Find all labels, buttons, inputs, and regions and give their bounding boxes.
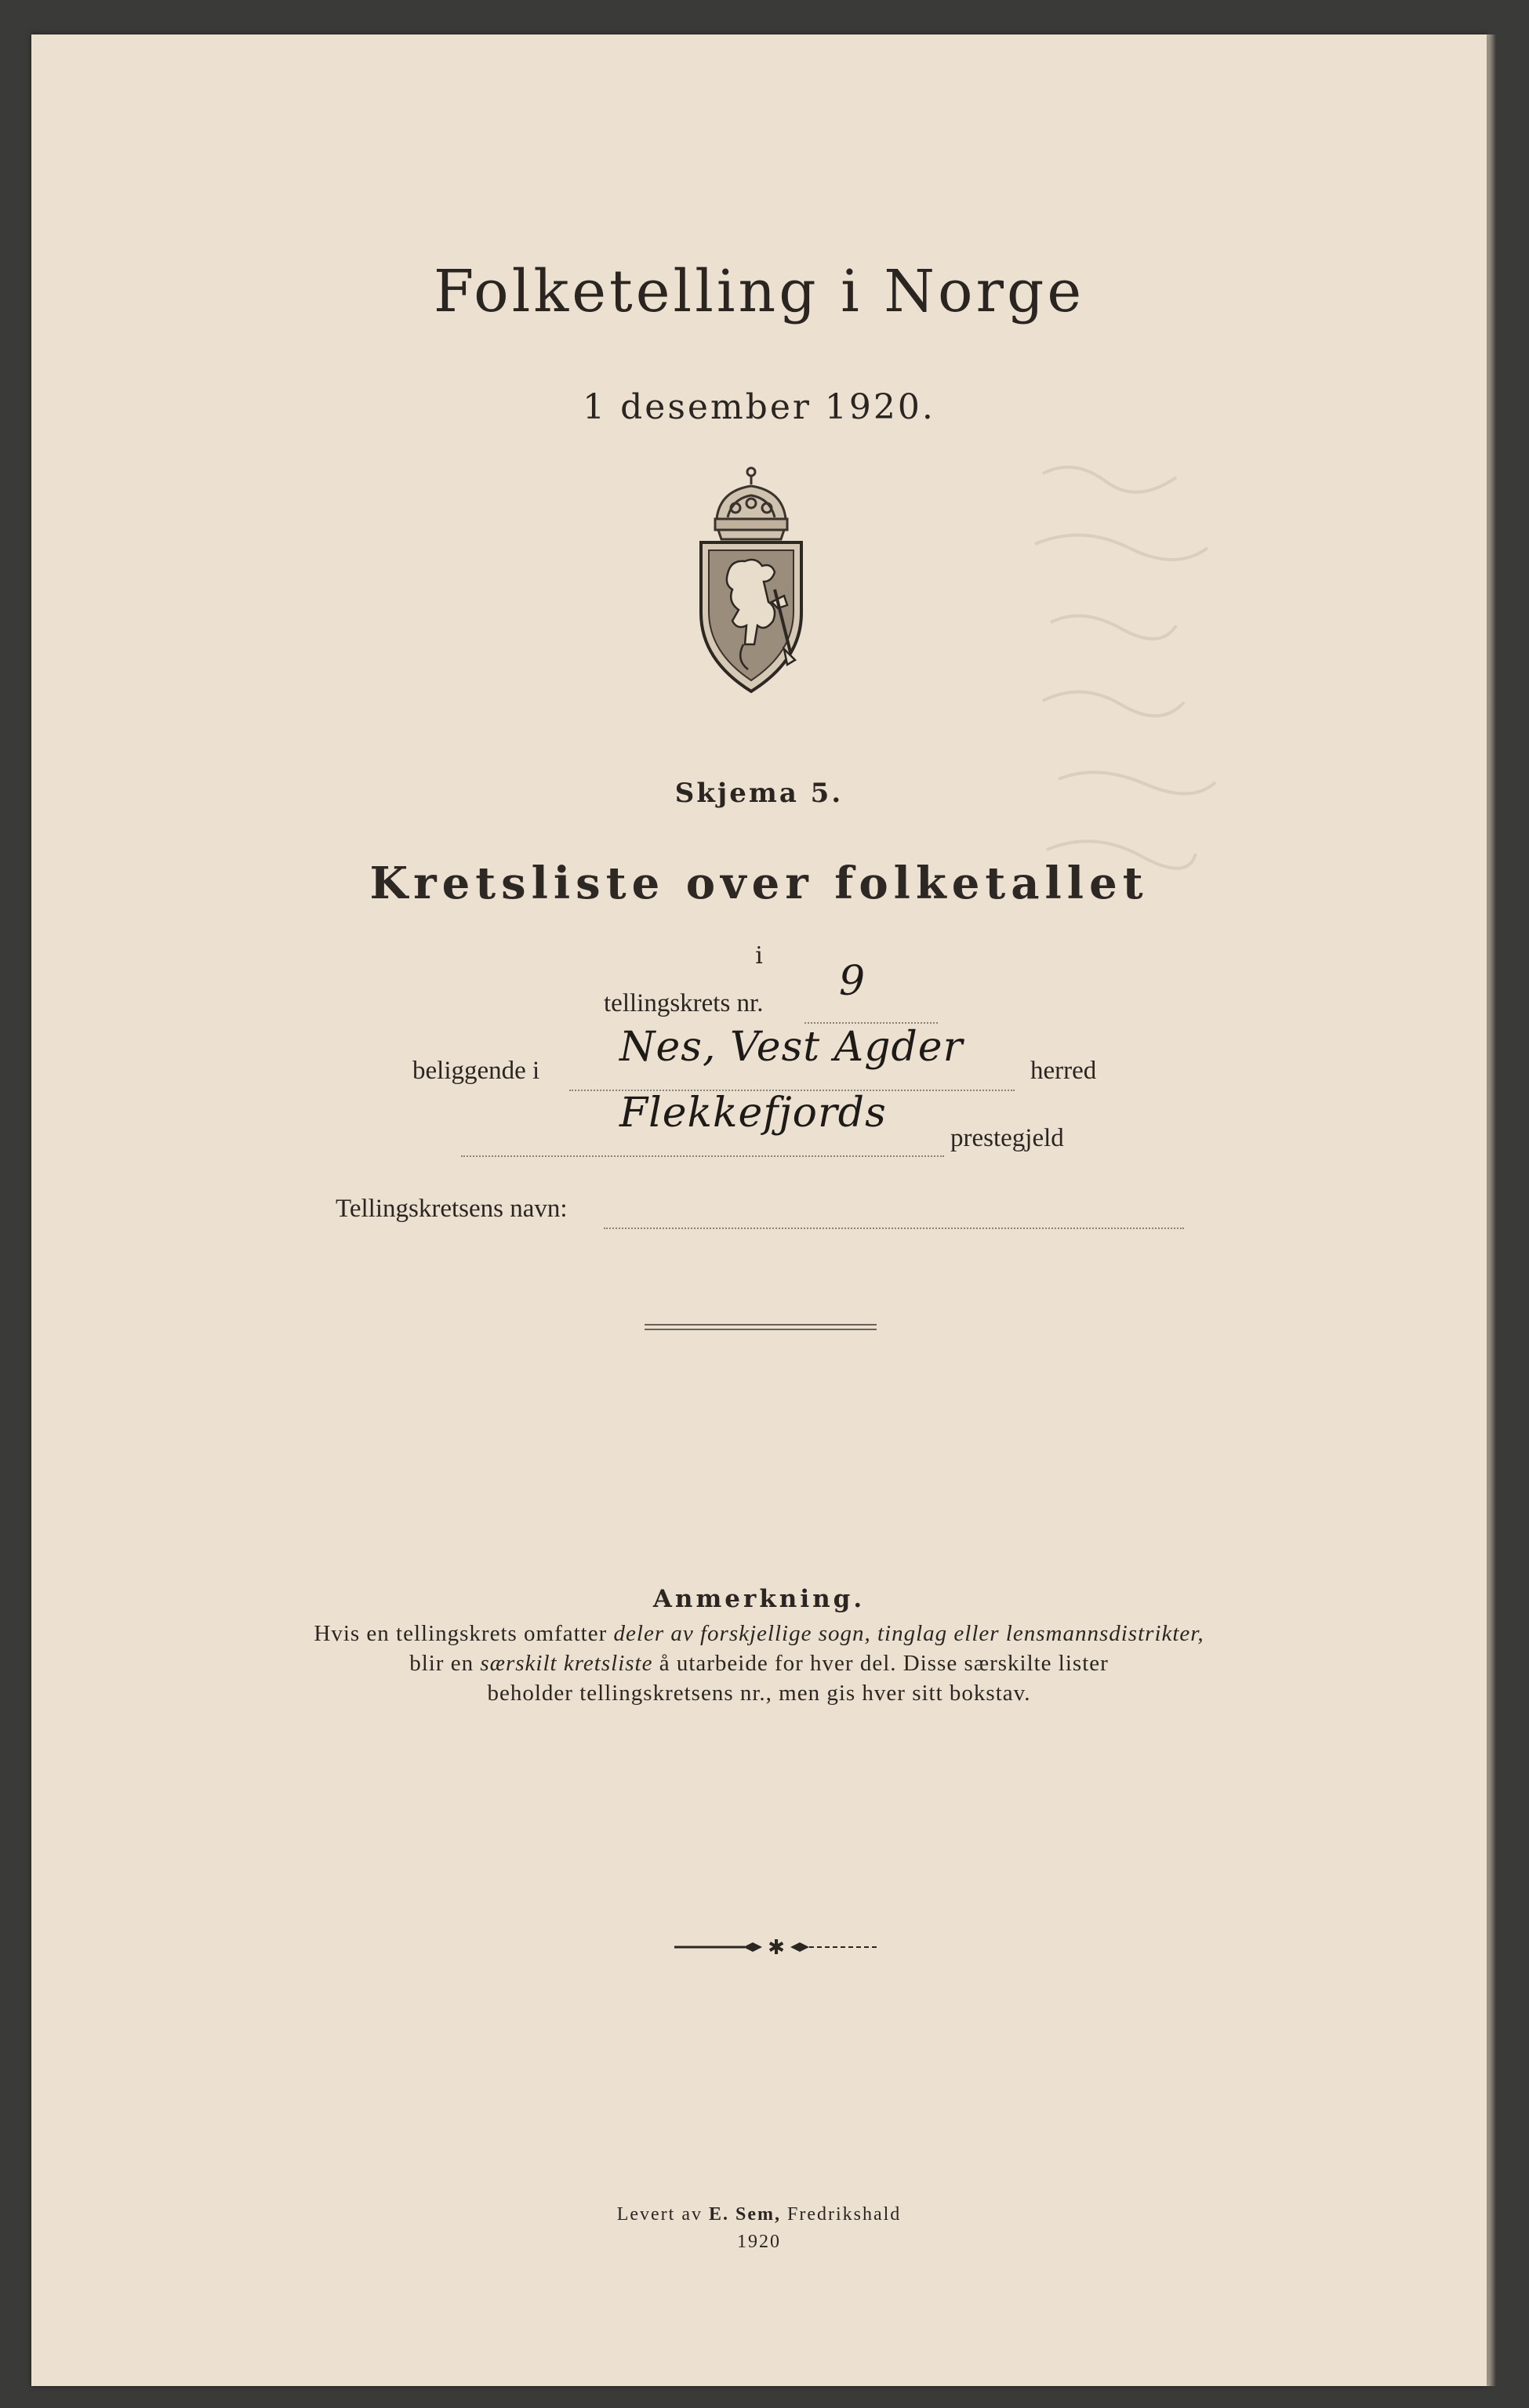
note-line-1-text: Hvis en tellingskrets omfatter	[314, 1621, 614, 1646]
note-line-1	[31, 1621, 1487, 1647]
schema-number: Skjema 5.	[674, 778, 844, 809]
parish-label: prestegjeld	[950, 1124, 1064, 1152]
located-label: beliggende i	[412, 1057, 540, 1085]
form-subtitle: Kretsliste over folketallet	[369, 858, 1149, 909]
bleed-through-texture	[1011, 442, 1364, 912]
preposition-text: i	[755, 942, 763, 970]
parish-value: Flekkefjords	[619, 1090, 887, 1137]
parish-field-line	[461, 1155, 944, 1157]
note-line-2-text-a: blir en	[409, 1651, 481, 1676]
printer-prefix: Levert av	[616, 2204, 709, 2225]
district-name-label: Tellingskretsens navn:	[336, 1195, 568, 1223]
document-title: Folketelling i Norge	[433, 258, 1085, 325]
printer-line	[31, 2204, 1487, 2225]
census-form-page	[31, 34, 1487, 2386]
note-line-2-text-c: å utarbeide for hver del. Disse særskilte lister	[652, 1651, 1109, 1676]
district-name-field-line	[604, 1228, 1184, 1229]
note-line-2-italic: særskilt kretsliste	[480, 1651, 653, 1676]
coat-of-arms-icon	[696, 464, 806, 699]
printer-name: E. Sem,	[708, 2204, 781, 2225]
herred-label: herred	[1030, 1057, 1097, 1085]
section-divider	[645, 1324, 877, 1330]
district-label: tellingskrets nr.	[604, 989, 764, 1017]
printer-year: 1920	[737, 2232, 781, 2252]
note-line-3: beholder tellingskretsens nr., men gis hver sitt bokstav.	[487, 1681, 1031, 1706]
ornament-icon	[674, 1935, 878, 1959]
note-line-1-italic: deler av forskjellige sogn, tinglag eller lensmannsdistrikter,	[613, 1621, 1204, 1646]
note-heading: Anmerkning.	[652, 1585, 866, 1613]
page-edge-shadow	[1487, 34, 1496, 2386]
svg-text:✱: ✱	[768, 1936, 785, 1959]
census-date: 1 desember 1920.	[583, 387, 935, 427]
municipality-value: Nes, Vest Agder	[619, 1024, 964, 1071]
district-number-value: 9	[839, 958, 866, 1005]
note-line-2	[31, 1651, 1487, 1677]
printer-place: Fredrikshald	[780, 2204, 902, 2225]
